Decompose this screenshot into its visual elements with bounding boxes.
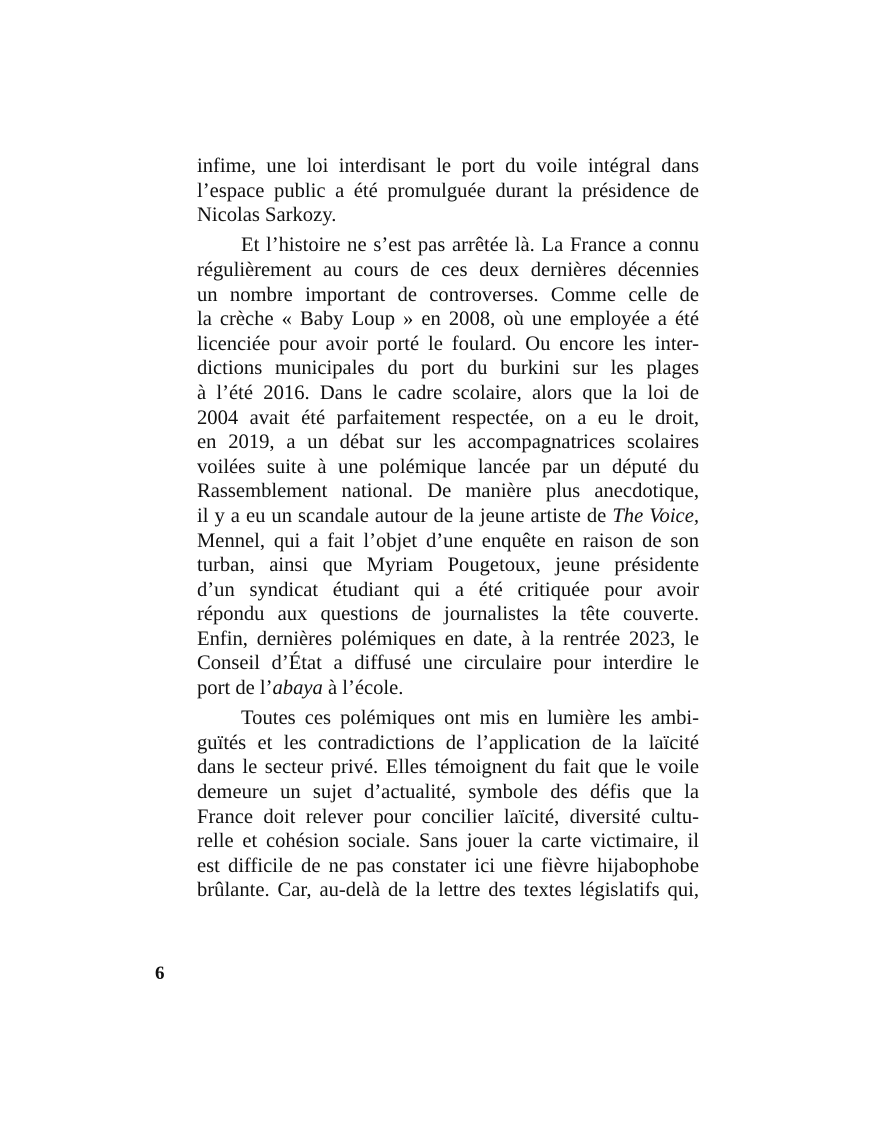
text-line: turban, ainsi que Myriam Pougetoux, jeune présidente — [197, 554, 699, 577]
text-line: demeure un sujet d’actualité, symbole des défis que la — [197, 781, 699, 804]
text-line: Toutes ces polémiques ont mis en lumière les ambi- — [241, 707, 699, 730]
paragraph-1 — [197, 154, 699, 228]
text-line — [197, 504, 699, 529]
text-line: guïtés et les contradictions de l’application de la laïcité — [197, 731, 699, 754]
text-line: est difficile de ne pas constater ici une fièvre hijabophobe — [197, 854, 699, 877]
text-line: relle et cohésion sociale. Sans jouer la carte victimaire, il — [197, 830, 699, 853]
italic-term: abaya — [272, 677, 323, 700]
text-line: un nombre important de controverses. Comme celle de — [197, 283, 699, 306]
text-line: France doit relever pour concilier laïcité, diversité cultu- — [197, 805, 699, 828]
paragraph-2 — [197, 233, 699, 700]
body-text — [197, 154, 699, 903]
text-line: 2004 avait été parfaitement respectée, on a eu le droit, — [197, 406, 699, 429]
text-line: régulièrement au cours de ces deux dernières décennies — [197, 258, 699, 281]
text-line: Nicolas Sarkozy. — [197, 204, 337, 227]
text-line: l’espace public a été promulguée durant la présidence de — [197, 179, 699, 202]
text-line: Enfin, dernières polémiques en date, à la rentrée 2023, le — [197, 627, 699, 650]
page-number: 6 — [155, 963, 165, 984]
text-line: Et l’histoire ne s’est pas arrêtée là. La France a connu — [241, 234, 699, 257]
paragraph-3 — [197, 706, 699, 903]
text-line: en 2019, a un débat sur les accompagnatrices scolaires — [197, 431, 699, 454]
text-line: infime, une loi interdisant le port du voile intégral dans — [197, 155, 699, 177]
text-line: la crèche « Baby Loup » en 2008, où une employée a été — [197, 308, 699, 331]
text-line: voilées suite à une polémique lancée par un député du — [197, 455, 699, 478]
text-segment: port de l’ — [197, 677, 273, 700]
text-line: répondu aux questions de journalistes la tête couverte. — [197, 603, 699, 626]
text-line: Mennel, qui a fait l’objet d’une enquête en raison de son — [197, 529, 699, 552]
text-line: dans le secteur privé. Elles témoignent du fait que le voile — [197, 756, 699, 779]
text-line: brûlante. Car, au-delà de la lettre des textes législatifs qui, — [197, 879, 699, 902]
text-line: Conseil d’État a diffusé une circulaire pour interdire le — [197, 652, 699, 675]
text-line: d’un syndicat étudiant qui a été critiquée pour avoir — [197, 578, 699, 601]
italic-title: The Voice, — [612, 504, 699, 527]
text-line: licenciée pour avoir porté le foulard. Ou encore les inter- — [197, 332, 699, 355]
text-segment: il y a eu un scandale autour de la jeune artiste de — [197, 504, 613, 527]
text-line: dictions municipales du port du burkini sur les plages — [197, 357, 699, 380]
text-line: Rassemblement national. De manière plus anecdotique, — [197, 480, 699, 503]
text-segment: à l’école. — [322, 677, 404, 700]
text-line: à l’été 2016. Dans le cadre scolaire, alors que la loi de — [197, 381, 699, 404]
text-line — [197, 676, 699, 701]
